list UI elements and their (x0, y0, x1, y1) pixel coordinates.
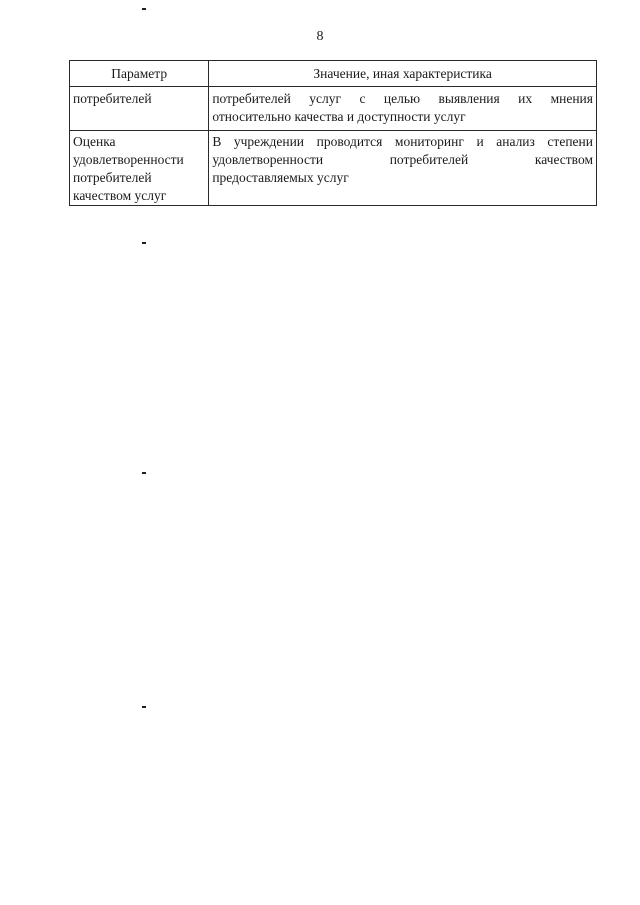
table-header-row (70, 61, 597, 87)
table-row (70, 87, 597, 131)
value-line: В учреждении проводится мониторинг и анализ степени (212, 134, 593, 149)
value-cell (209, 87, 597, 131)
param-cell: Оценка удовлетворенности потребителей качеством услуг (70, 131, 209, 206)
margin-mark (142, 8, 146, 10)
header-value: Значение, иная характеристика (209, 61, 597, 87)
parameter-table (69, 60, 597, 206)
header-param: Параметр (70, 61, 209, 87)
margin-mark (142, 472, 146, 474)
margin-mark (142, 242, 146, 244)
table-row (70, 131, 597, 206)
value-line: относительно качества и доступности услуг (212, 109, 466, 124)
value-line: предоставляемых услуг (212, 170, 349, 185)
value-line: потребителей услуг с целью выявления их мнения (212, 91, 593, 106)
page-number: 8 (316, 29, 324, 44)
value-cell (209, 131, 597, 206)
param-cell: потребителей (70, 87, 209, 131)
value-line: удовлетворенности потребителей качеством (212, 152, 593, 167)
margin-mark (142, 706, 146, 708)
